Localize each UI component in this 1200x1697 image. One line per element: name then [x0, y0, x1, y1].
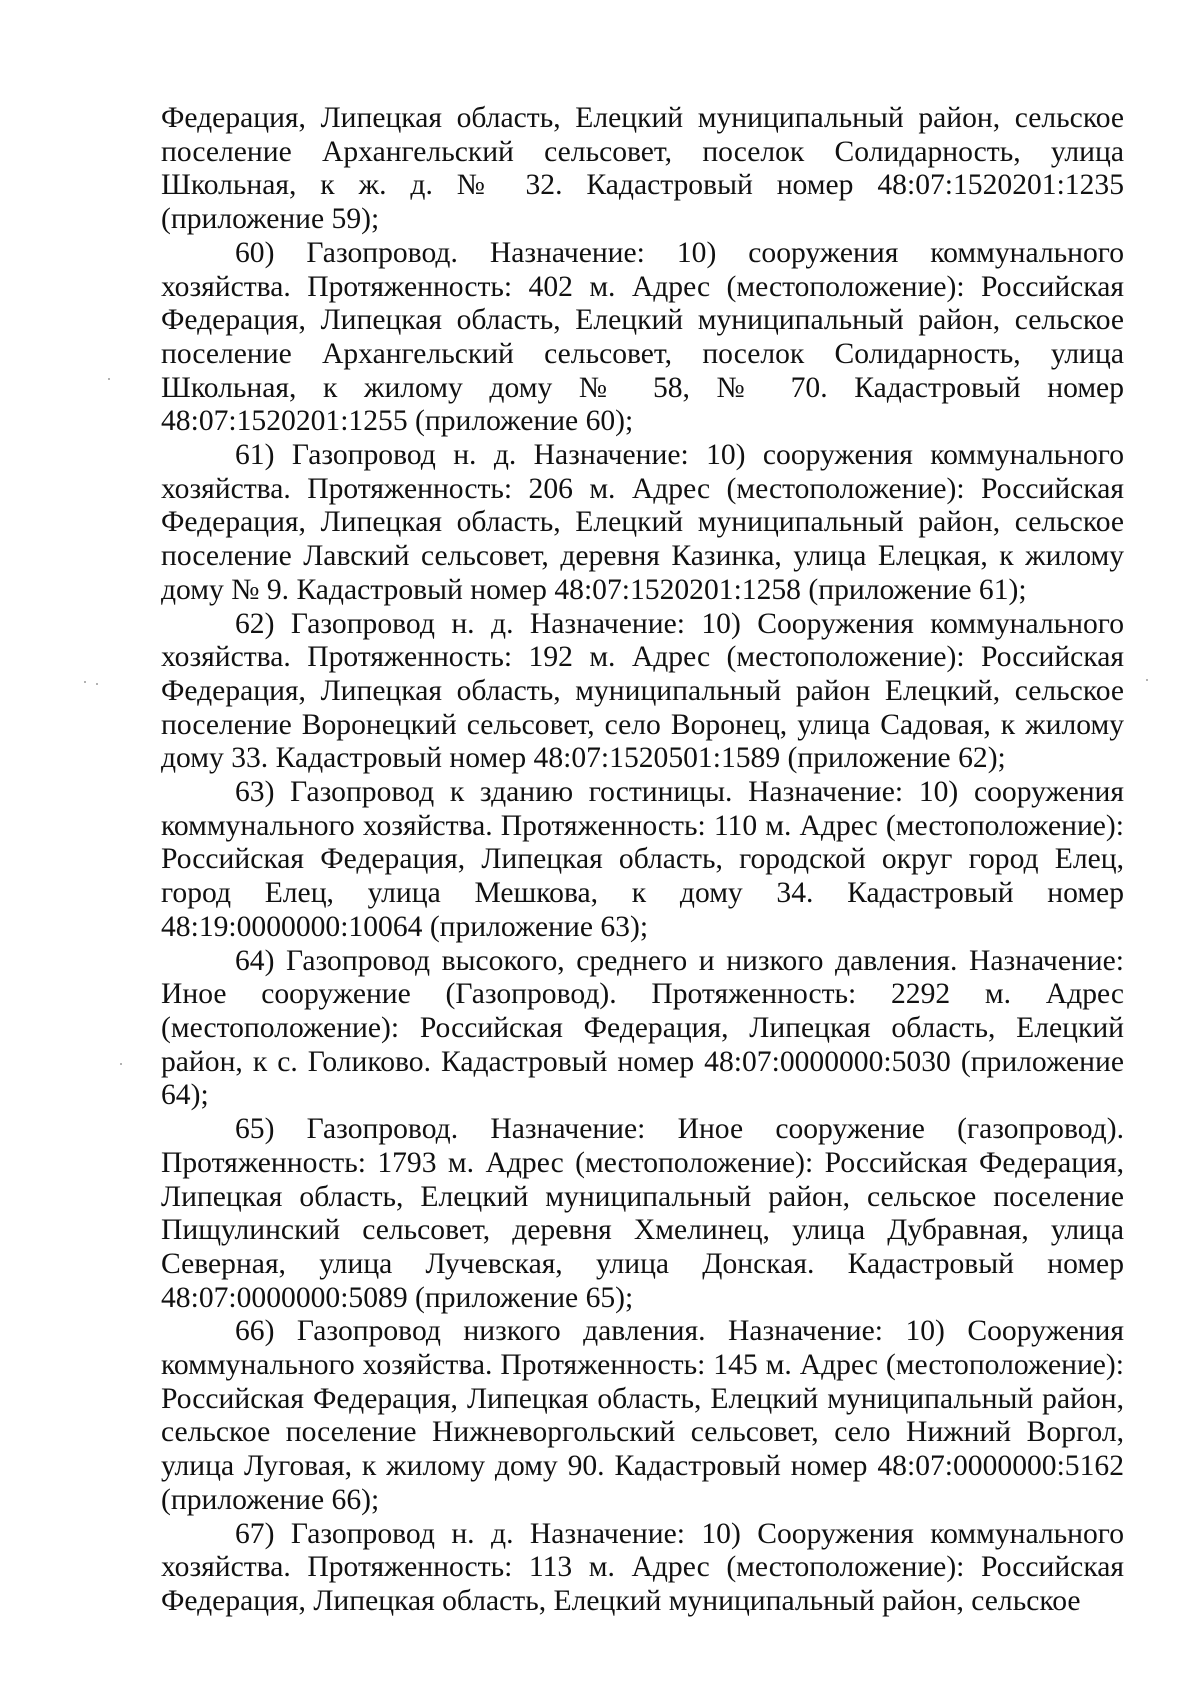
paragraph-item-60: 60) Газопровод. Назначение: 10) сооружения коммунального хозяйства. Протяженность: 402 м. Адрес (местоположение): Российская Федерация, Липецкая область, Елецкий муниципальный район, сельское поселение Архангельский сельсовет, поселок Солидарность, улица Школьная, к жилому дому № 58, № 70. Кадастровый номер 48:07:1520201:1255 (приложение 60); [161, 236, 1124, 438]
scan-speck [1146, 679, 1148, 681]
scan-speck [96, 683, 98, 685]
paragraph-item-61: 61) Газопровод н. д. Назначение: 10) сооружения коммунального хозяйства. Протяженность: 206 м. Адрес (местоположение): Российская Федерация, Липецкая область, Елецкий муниципальный район, сельское поселение Лавский сельсовет, деревня Казинка, улица Елецкая, к жилому дому № 9. Кадастровый номер 48:07:1520201:1258 (приложение 61); [161, 439, 1124, 606]
paragraph-item-63: 63) Газопровод к зданию гостиницы. Назначение: 10) сооружения коммунального хозяйства. Протяженность: 110 м. Адрес (местоположение): Российская Федерация, Липецкая область, городской округ город Елец, город Елец, улица Мешкова, к дому 34. Кадастровый номер 48:19:0000000:10064 (приложение 63); [161, 776, 1124, 943]
paragraph-item-66: 66) Газопровод низкого давления. Назначение: 10) Сооружения коммунального хозяйства. Протяженность: 145 м. Адрес (местоположение): Российская Федерация, Липецкая область, Елецкий муниципальный район, сельское поселение Нижневоргольский сельсовет, село Нижний Воргол, улица Луговая, к жилому дому 90. Кадастровый номер 48:07:0000000:5162 (приложение 66); [161, 1315, 1124, 1516]
scan-speck [108, 378, 110, 380]
document-body [161, 102, 1124, 1619]
paragraph-continuation: Федерация, Липецкая область, Елецкий муниципальный район, сельское поселение Архангельский сельсовет, поселок Солидарность, улица Школьная, к ж. д. № 32. Кадастровый номер 48:07:1520201:1235 (приложение 59); [161, 102, 1124, 236]
paragraph-item-65: 65) Газопровод. Назначение: Иное сооружение (газопровод). Протяженность: 1793 м. Адрес (местоположение): Российская Федерация, Липецкая область, Елецкий муниципальный район, сельское поселение Пищулинский сельсовет, деревня Хмелинец, улица Дубравная, улица Северная, улица Лучевская, улица Донская. Кадастровый номер 48:07:0000000:5089 (приложение 65); [161, 1113, 1124, 1314]
scan-speck [84, 681, 86, 683]
paragraph-item-67: 67) Газопровод н. д. Назначение: 10) Сооружения коммунального хозяйства. Протяженность: 113 м. Адрес (местоположение): Российская Федерация, Липецкая область, Елецкий муниципальный район, сельское [161, 1517, 1124, 1617]
paragraph-item-62: 62) Газопровод н. д. Назначение: 10) Сооружения коммунального хозяйства. Протяженность: 192 м. Адрес (местоположение): Российская Федерация, Липецкая область, муниципальный район Елецкий, сельское поселение Воронецкий сельсовет, село Воронец, улица Садовая, к жилому дому 33. Кадастровый номер 48:07:1520501:1589 (приложение 62); [161, 607, 1124, 775]
scan-speck [120, 1063, 122, 1065]
paragraph-item-64: 64) Газопровод высокого, среднего и низкого давления. Назначение: Иное сооружение (Газопровод). Протяженность: 2292 м. Адрес (местоположение): Российская Федерация, Липецкая область, Елецкий район, к с. Голиково. Кадастровый номер 48:07:0000000:5030 (приложение 64); [161, 944, 1124, 1112]
